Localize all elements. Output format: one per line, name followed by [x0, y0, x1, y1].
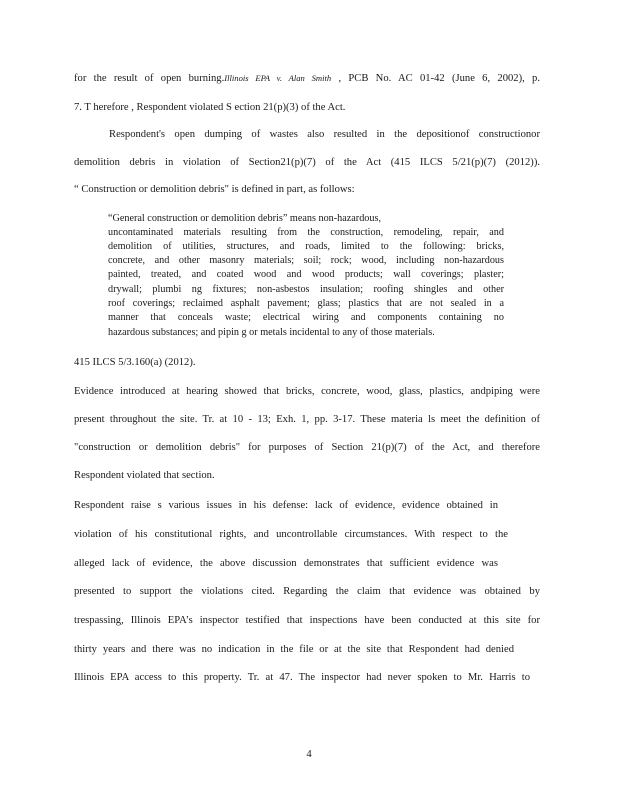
paragraph-4-line-3: alleged lack of evidence, the above discussion demonstrates that sufficient evidence was — [74, 558, 498, 569]
quote-line: drywall; plumbi ng fixtures; non-asbestos insulation; roofing shingles and other — [108, 284, 504, 295]
text-run: , PCB No. AC 01-42 (June 6, 2002), p. — [331, 73, 540, 84]
paragraph-3-line-1: Evidence introduced at hearing showed that bricks, concrete, wood, glass, plastics, andpiping were — [74, 386, 540, 397]
quote-line: demolition of utilities, structures, and roads, limited to the following: bricks, — [108, 241, 504, 252]
paragraph-4-line-6: thirty years and there was no indication in the file or at the site that Respondent had denied — [74, 644, 514, 655]
quote-line: concrete, and other masonry materials; soil; rock; wood, including non-hazardous — [108, 255, 504, 266]
quote-line: uncontaminated materials resulting from the construction, remodeling, repair, and — [108, 227, 504, 238]
statute-citation: 415 ILCS 5/3.160(a) (2012). — [74, 357, 196, 368]
page-number: 4 — [306, 749, 312, 760]
quote-line: “General construction or demolition debris” means non-hazardous, — [108, 213, 381, 224]
paragraph-2-line-3: “ Construction or demolition debris" is defined in part, as follows: — [74, 184, 355, 195]
paragraph-4-line-2: violation of his constitutional rights, and uncontrollable circumstances. With respect to the — [74, 529, 508, 540]
paragraph-3-line-2: present throughout the site. Tr. at 10 - 13; Exh. 1, pp. 3-17. These materia ls meet the definition of — [74, 414, 540, 425]
paragraph-4-line-4: presented to support the violations cited. Regarding the claim that evidence was obtained by — [74, 586, 540, 597]
paragraph-3-line-3: "construction or demolition debris" for purposes of Section 21(p)(7) of the Act, and therefore — [74, 442, 540, 453]
quote-line: manner that conceals waste; electrical wiring and components containing no — [108, 312, 504, 323]
paragraph-1-line-1 — [74, 72, 540, 85]
paragraph-2-line-2: demolition debris in violation of Section21(p)(7) of the Act (415 ILCS 5/21(p)(7) (2012)). — [74, 157, 540, 168]
text-run: for the result of open burning. — [74, 73, 225, 84]
quote-line: roof coverings; reclaimed asphalt pavement; glass; plastics that are not sealed in a — [108, 298, 504, 309]
paragraph-2-line-1: Respondent's open dumping of wastes also resulted in the depositionof constructionor — [109, 129, 540, 140]
paragraph-4-line-1: Respondent raise s various issues in his defense: lack of evidence, evidence obtained in — [74, 500, 498, 511]
paragraph-3-line-4: Respondent violated that section. — [74, 470, 215, 481]
case-citation: Illinois EPA v. Alan Smith — [224, 73, 332, 83]
paragraph-4-line-5: trespassing, Illinois EPA’s inspector testified that inspections have been conducted at this site for — [74, 615, 540, 626]
quote-line: painted, treated, and coated wood and wood products; wall coverings; plaster; — [108, 269, 504, 280]
paragraph-4-line-7: Illinois EPA access to this property. Tr. at 47. The inspector had never spoken to Mr. Harris to — [74, 672, 530, 683]
quote-line: hazardous substances; and pipin g or metals incidental to any of those materials. — [108, 327, 435, 338]
paragraph-1-line-2: 7. T herefore , Respondent violated S ection 21(p)(3) of the Act. — [74, 102, 346, 113]
